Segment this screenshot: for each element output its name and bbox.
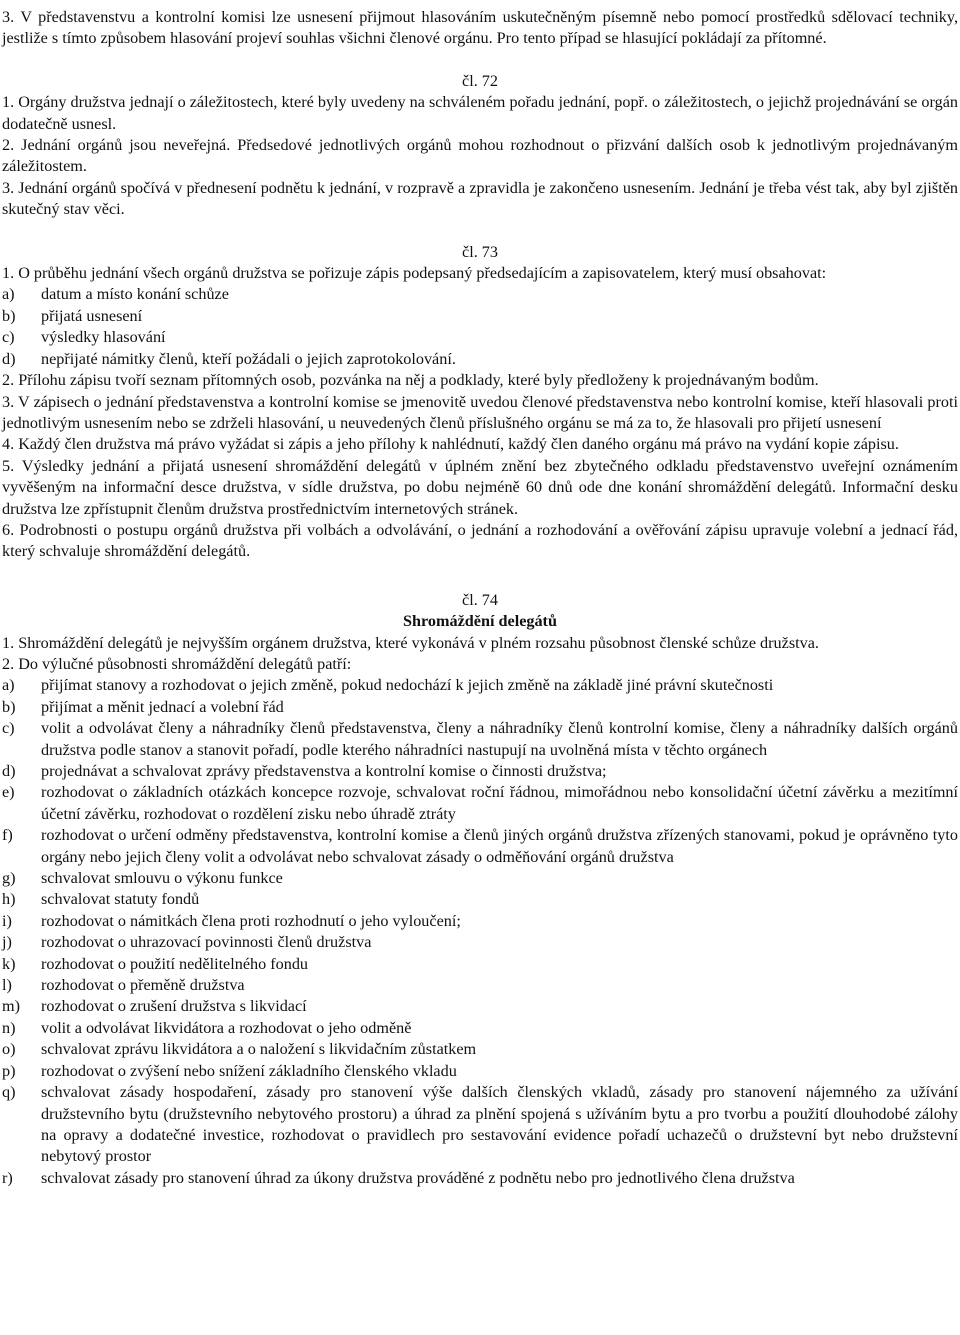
intro-paragraph-3: 3. V představenstvu a kontrolní komisi lze usnesení přijmout hlasováním uskutečněným písemně nebo pomocí prostředků sdělovací techniky, jestliže s tímto způsobem hlasování projeví souhlas všichni členové orgánu. Pro tento případ se hlasující pokládají za přítomné.: [2, 8, 958, 48]
list-item-label: m): [2, 997, 20, 1016]
list-item-label: a): [2, 285, 15, 304]
list-item-label: p): [2, 1061, 16, 1080]
list-item-text: rozhodovat o přeměně družstva: [41, 976, 245, 995]
list-item-label: c): [2, 328, 15, 347]
list-item: [2, 761, 958, 782]
article-73-paragraph-2: 2. Přílohu zápisu tvoří seznam přítomných osob, pozvánka na něj a podklady, které byly předloženy k projednávaným bodům.: [2, 371, 819, 390]
article-73-paragraph-1: 1. O průběhu jednání všech orgánů družstva se pořizuje zápis podepsaný předsedajícím a zapisovatelem, který musí obsahovat:: [2, 264, 827, 283]
list-item-text: rozhodovat o námitkách člena proti rozhodnutí o jeho vyloučení;: [41, 911, 461, 930]
list-item-label: d): [2, 762, 16, 780]
list-item: [2, 1168, 958, 1189]
list-item: [2, 996, 958, 1017]
list-item-label: q): [2, 1083, 16, 1102]
list-item: [2, 911, 958, 932]
list-item: [2, 932, 958, 953]
list-item-text: schvalovat zásady hospodaření, zásady pro stanovení výše dalších členských vkladů, zásady pro stanovení nájemného za užívání družstevního bytu (družstevního nebytového prostoru) a úhrad za plnění spojená s užíváním bytu a pro tvorbu a použití dlouhodobé zálohy na opravy a dodatečné investice, rozhodovat o pravidlech pro sestavování evidence pořadí uchazečů o družstevní byt nebo družstevní nebytový prostor: [41, 1083, 958, 1166]
list-item-text: přijímat stanovy a rozhodovat o jejich změně, pokud nedochází k jejich změně na základě jiné právní skutečnosti: [41, 676, 774, 695]
list-item-text: přijatá usnesení: [41, 306, 143, 325]
article-74-title: Shromáždění delegátů: [403, 612, 557, 631]
list-item: [2, 1039, 958, 1060]
list-item: [2, 954, 958, 975]
list-item: [2, 349, 958, 370]
list-item-text: rozhodovat o zvýšení nebo snížení základního členského vkladu: [41, 1061, 457, 1080]
list-item-text: schvalovat statuty fondů: [41, 890, 200, 909]
list-item: [2, 718, 958, 761]
list-item: [2, 697, 958, 718]
article-73-item-list: [2, 284, 958, 370]
article-72-paragraph-3: 3. Jednání orgánů spočívá v přednesení podnětu k jednání, v rozpravě a zpravidla je zakončeno usnesením. Jednání je třeba vést tak, aby byl zjištěn skutečný stav věci.: [2, 178, 958, 219]
list-item-text: rozhodovat o uhrazovací povinnosti členů družstva: [41, 933, 372, 952]
article-74-paragraph-1: 1. Shromáždění delegátů je nejvyšším orgánem družstva, které vykonává v plném rozsahu působnost členské schůze družstva.: [2, 633, 819, 652]
list-item: [2, 782, 958, 825]
list-item: [2, 675, 958, 696]
list-item-label: n): [2, 1018, 16, 1037]
article-73-paragraph-4: 4. Každý člen družstva má právo vyžádat si zápis a jeho přílohy k nahlédnutí, každý člen daného orgánu má právo na vydání kopie zápisu.: [2, 435, 899, 454]
list-item-text: rozhodovat o použití nedělitelného fondu: [41, 954, 309, 973]
list-item-text: schvalovat smlouvu o výkonu funkce: [41, 869, 283, 888]
article-73-paragraph-5: 5. Výsledky jednání a přijatá usnesení shromáždění delegátů v úplném znění bez zbytečného odkladu představenstvo uveřejní oznámením vyvěšeným na informační desce družstva, v sídle družstva, po dobu nejméně 60 dnů ode dne konání shromáždění delegátů. Informační desku družstva lze zpřístupnit členům družstva prostřednictvím internetových stránek.: [2, 456, 958, 518]
article-74-item-list: [2, 675, 958, 1189]
list-item-text: volit a odvolávat členy a náhradníky členů představenstva, členy a náhradníky členů kontrolní komise, členy a náhradníky dalších orgánů družstva podle stanov a stanovit pořadí, podle kterého náhradníci nastupují na uvolněná místa v těchto orgánech: [41, 719, 958, 759]
article-72-paragraph-1: 1. Orgány družstva jednají o záležitostech, které byly uvedeny na schváleném pořadu jednání, popř. o záležitostech, o jejichž projednávání se orgán dodatečně usnesl.: [2, 93, 958, 133]
list-item-text: přijímat a měnit jednací a volební řád: [41, 697, 284, 716]
list-item-label: a): [2, 676, 15, 695]
list-item-label: f): [2, 826, 13, 845]
list-item-text: volit a odvolávat likvidátora a rozhodovat o jeho odměně: [41, 1018, 412, 1037]
list-item: [2, 327, 958, 348]
article-73-paragraph-6: 6. Podrobnosti o postupu orgánů družstva při volbách a odvolávání, o jednání a rozhodování a ověřování zápisu upravuje volební a jednací řád, který schvaluje shromáždění delegátů.: [2, 520, 958, 561]
list-item-label: o): [2, 1040, 16, 1059]
list-item: [2, 1018, 958, 1039]
article-73-heading: čl. 73: [462, 242, 498, 261]
list-item-text: rozhodovat o základních otázkách koncepce rozvoje, schvalovat roční řádnou, mimořádnou nebo konsolidační účetní závěrku a mezitímní účetní závěrku, rozhodovat o rozdělení zisku nebo úhradě ztráty: [41, 783, 958, 823]
list-item: [2, 1061, 958, 1082]
list-item-label: h): [2, 890, 16, 909]
list-item-label: d): [2, 349, 16, 368]
article-73-paragraph-3: 3. V zápisech o jednání představenstva a kontrolní komise se jmenovitě uvedou členové představenstva nebo kontrolní komise, kteří hlasovali proti jednotlivým usnesením nebo se zdrželi hlasování, u neuvedených členů příslušného orgánu se má za to, že hlasovali pro přijetí usnesení: [2, 392, 958, 432]
list-item: [2, 284, 958, 305]
list-item-label: c): [2, 719, 15, 738]
list-item-label: r): [2, 1168, 13, 1187]
list-item: [2, 1082, 958, 1168]
list-item-label: j): [2, 933, 12, 952]
list-item-text: projednávat a schvalovat zprávy představenstva a kontrolní komise o činnosti družstva;: [41, 762, 607, 780]
list-item-text: výsledky hlasování: [41, 328, 166, 347]
list-item-text: datum a místo konání schůze: [41, 285, 229, 304]
list-item-label: e): [2, 783, 15, 802]
list-item: [2, 975, 958, 996]
list-item-text: schvalovat zprávu likvidátora a o naložení s likvidačním zůstatkem: [41, 1040, 477, 1059]
list-item-label: b): [2, 697, 16, 716]
article-72-paragraph-2: 2. Jednání orgánů jsou neveřejná. Předsedové jednotlivých orgánů mohou rozhodnout o přizvání dalších osob k jednotlivým projednávaným záležitostem.: [2, 136, 958, 176]
article-74-heading: čl. 74: [462, 590, 498, 609]
article-74-paragraph-2: 2. Do výlučné působnosti shromáždění delegátů patří:: [2, 654, 352, 673]
list-item: [2, 306, 958, 327]
list-item: [2, 868, 958, 889]
list-item-label: k): [2, 954, 16, 973]
list-item-text: rozhodovat o zrušení družstva s likvidací: [41, 997, 307, 1016]
list-item-text: schvalovat zásady pro stanovení úhrad za úkony družstva prováděné z podnětu nebo pro jednotlivého člena družstva: [41, 1168, 795, 1187]
list-item-label: b): [2, 306, 16, 325]
list-item-label: i): [2, 911, 12, 930]
list-item-label: g): [2, 869, 16, 888]
list-item: [2, 825, 958, 868]
list-item-text: rozhodovat o určení odměny představenstva, kontrolní komise a členů jiných orgánů družstva zřízených stanovami, pokud je oprávněno tyto orgány nebo jejich členy volit a odvolávat nebo schvalovat zásady o odměňování orgánů družstva: [41, 826, 958, 866]
list-item: [2, 889, 958, 910]
article-72-heading: čl. 72: [462, 71, 498, 90]
list-item-text: nepřijaté námitky členů, kteří požádali o jejich zaprotokolování.: [41, 349, 456, 368]
list-item-label: l): [2, 976, 12, 995]
